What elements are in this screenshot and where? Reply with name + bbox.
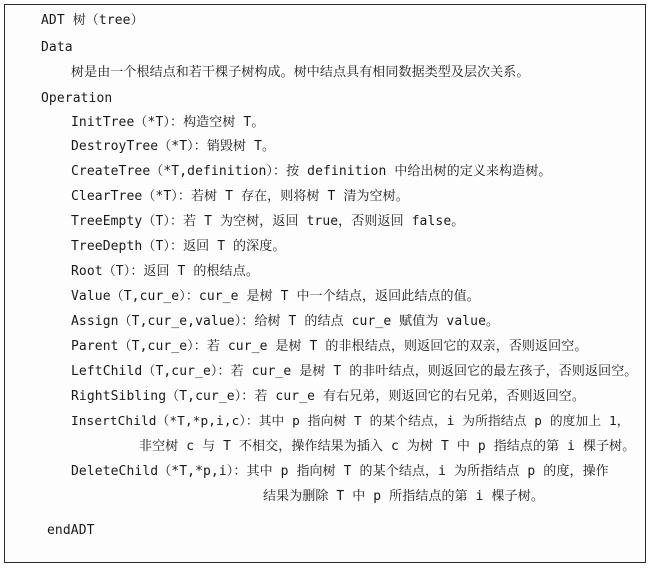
op-init-tree: InitTree（*T）：构造空树 T。 xyxy=(71,115,265,130)
op-parent: Parent（T,cur_e）：若 cur_e 是树 T 的非根结点，则返回它的双亲，否则返回空。 xyxy=(71,339,588,354)
operation-label: Operation xyxy=(41,91,113,106)
op-right-sibling: RightSibling（T,cur_e）：若 cur_e 有右兄弟，则返回它的右兄弟，否则返回空。 xyxy=(71,389,585,404)
op-insert-child-continued: 非空树 c 与 T 不相交，操作结果为插入 c 为树 T 中 p 指结点的第 i 棵子树。 xyxy=(139,439,636,454)
op-left-child: LeftChild（T,cur_e）：若 cur_e 是树 T 的非叶结点，则返回它的最左孩子，否则返回空。 xyxy=(71,364,638,379)
op-insert-child: InsertChild（*T,*p,i,c）：其中 p 指向树 T 的某个结点，i 为所指结点 p 的度加上 1， xyxy=(71,414,630,429)
op-value: Value（T,cur_e）：cur_e 是树 T 中一个结点，返回此结点的值。 xyxy=(71,289,480,304)
op-assign: Assign（T,cur_e,value）：给树 T 的结点 cur_e 赋值为 value。 xyxy=(71,314,500,329)
op-delete-child: DeleteChild（*T,*p,i）：其中 p 指向树 T 的某个结点，i 为所指结点 p 的度，操作 xyxy=(71,464,609,479)
op-destroy-tree: DestroyTree（*T）：销毁树 T。 xyxy=(71,139,276,154)
data-label: Data xyxy=(41,40,73,55)
op-root: Root（T）：返回 T 的根结点。 xyxy=(71,264,259,279)
adt-definition-box xyxy=(4,4,646,563)
adt-header: ADT 树（tree） xyxy=(41,13,144,28)
op-tree-empty: TreeEmpty（T）：若 T 为空树，返回 true，否则返回 false。 xyxy=(71,214,465,229)
op-clear-tree: ClearTree（*T）：若树 T 存在，则将树 T 清为空树。 xyxy=(71,189,409,204)
adt-footer: endADT xyxy=(47,523,95,538)
op-tree-depth: TreeDepth（T）：返回 T 的深度。 xyxy=(71,239,286,254)
data-description: 树是由一个根结点和若干棵子树构成。树中结点具有相同数据类型及层次关系。 xyxy=(71,65,530,80)
op-delete-child-continued: 结果为删除 T 中 p 所指结点的第 i 棵子树。 xyxy=(263,489,544,504)
op-create-tree: CreateTree（*T,definition）：按 definition 中给出树的定义来构造树。 xyxy=(71,164,552,179)
